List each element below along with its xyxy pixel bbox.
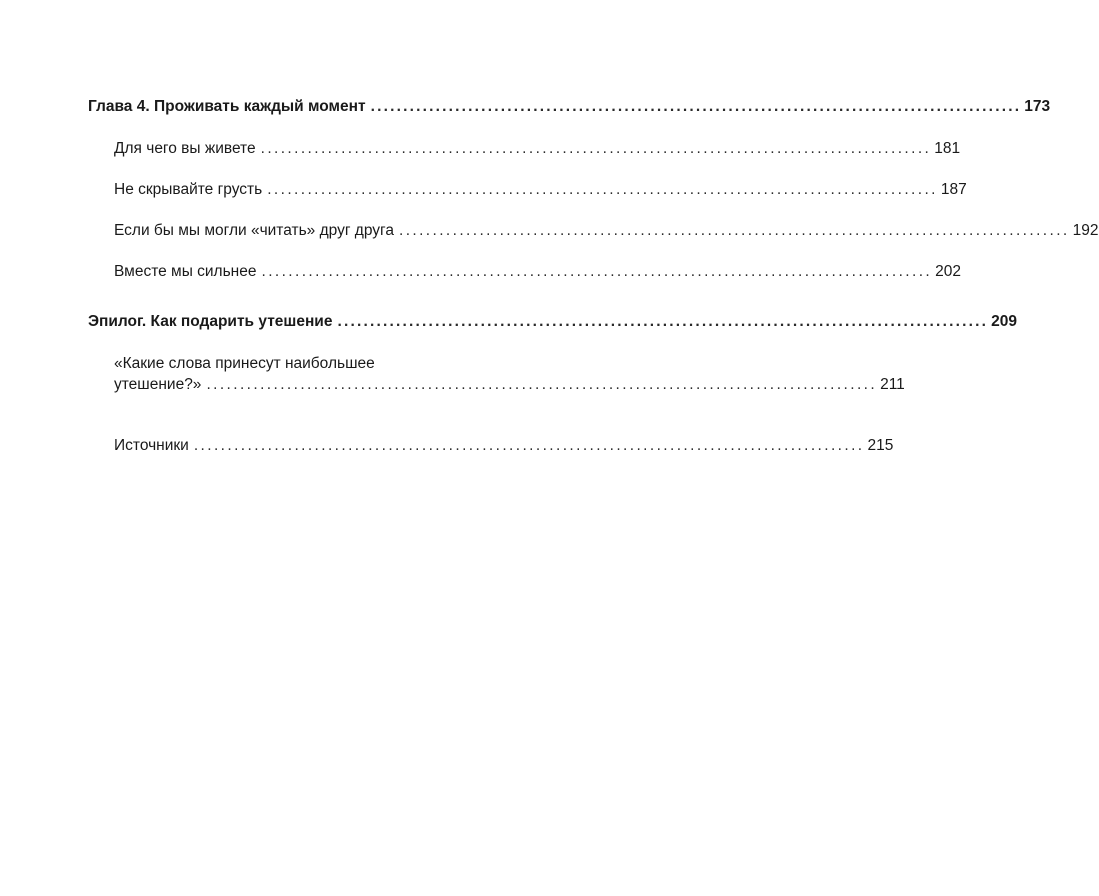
toc-entry-section[interactable] xyxy=(114,263,961,281)
toc-page-number: 215 xyxy=(867,437,894,454)
toc-entry-sources[interactable] xyxy=(114,437,894,455)
toc-entry-section[interactable] xyxy=(114,140,961,158)
toc-page-number: 209 xyxy=(991,313,1017,330)
toc-entry-section[interactable] xyxy=(114,181,967,199)
toc-leader-dots: .................................................................................................... xyxy=(267,181,938,198)
toc-section-title-line1[interactable]: «Какие слова принесут наибольшее xyxy=(114,355,375,372)
toc-section-title: Если бы мы могли «читать» друг друга xyxy=(114,222,394,239)
toc-page-number: 192 xyxy=(1072,222,1099,239)
toc-entry-epilogue[interactable] xyxy=(88,313,1017,331)
toc-entry-chapter-4[interactable] xyxy=(88,98,1051,116)
toc-chapter-title: Эпилог. Как подарить утешение xyxy=(88,313,333,330)
toc-chapter-title: Глава 4. Проживать каждый момент xyxy=(88,98,366,115)
toc-page-number: 187 xyxy=(940,181,967,198)
toc-page-number: 181 xyxy=(934,140,961,157)
toc-section-title: Не скрывайте грусть xyxy=(114,181,263,198)
toc-page-number: 202 xyxy=(935,263,961,280)
toc-leader-dots: .................................................................................................... xyxy=(260,140,932,157)
toc-entry-section[interactable] xyxy=(114,376,905,394)
toc-leader-dots: .................................................................................................... xyxy=(261,263,933,280)
toc-leader-dots: .................................................................................................... xyxy=(370,98,1022,115)
toc-entry-section[interactable] xyxy=(114,222,1099,240)
toc-leader-dots: .................................................................................................... xyxy=(337,313,989,330)
toc-page-number: 211 xyxy=(880,376,905,393)
toc-page-number: 173 xyxy=(1024,98,1051,115)
toc-leader-dots: .................................................................................................... xyxy=(206,376,878,393)
toc-leader-dots: .................................................................................................... xyxy=(398,222,1070,239)
toc-section-title: Для чего вы живете xyxy=(114,140,256,157)
toc-section-title: Источники xyxy=(114,437,189,454)
toc-section-title-line2: утешение?» xyxy=(114,376,202,393)
toc-leader-dots: .................................................................................................... xyxy=(193,437,865,454)
toc-section-title: Вместе мы сильнее xyxy=(114,263,257,280)
